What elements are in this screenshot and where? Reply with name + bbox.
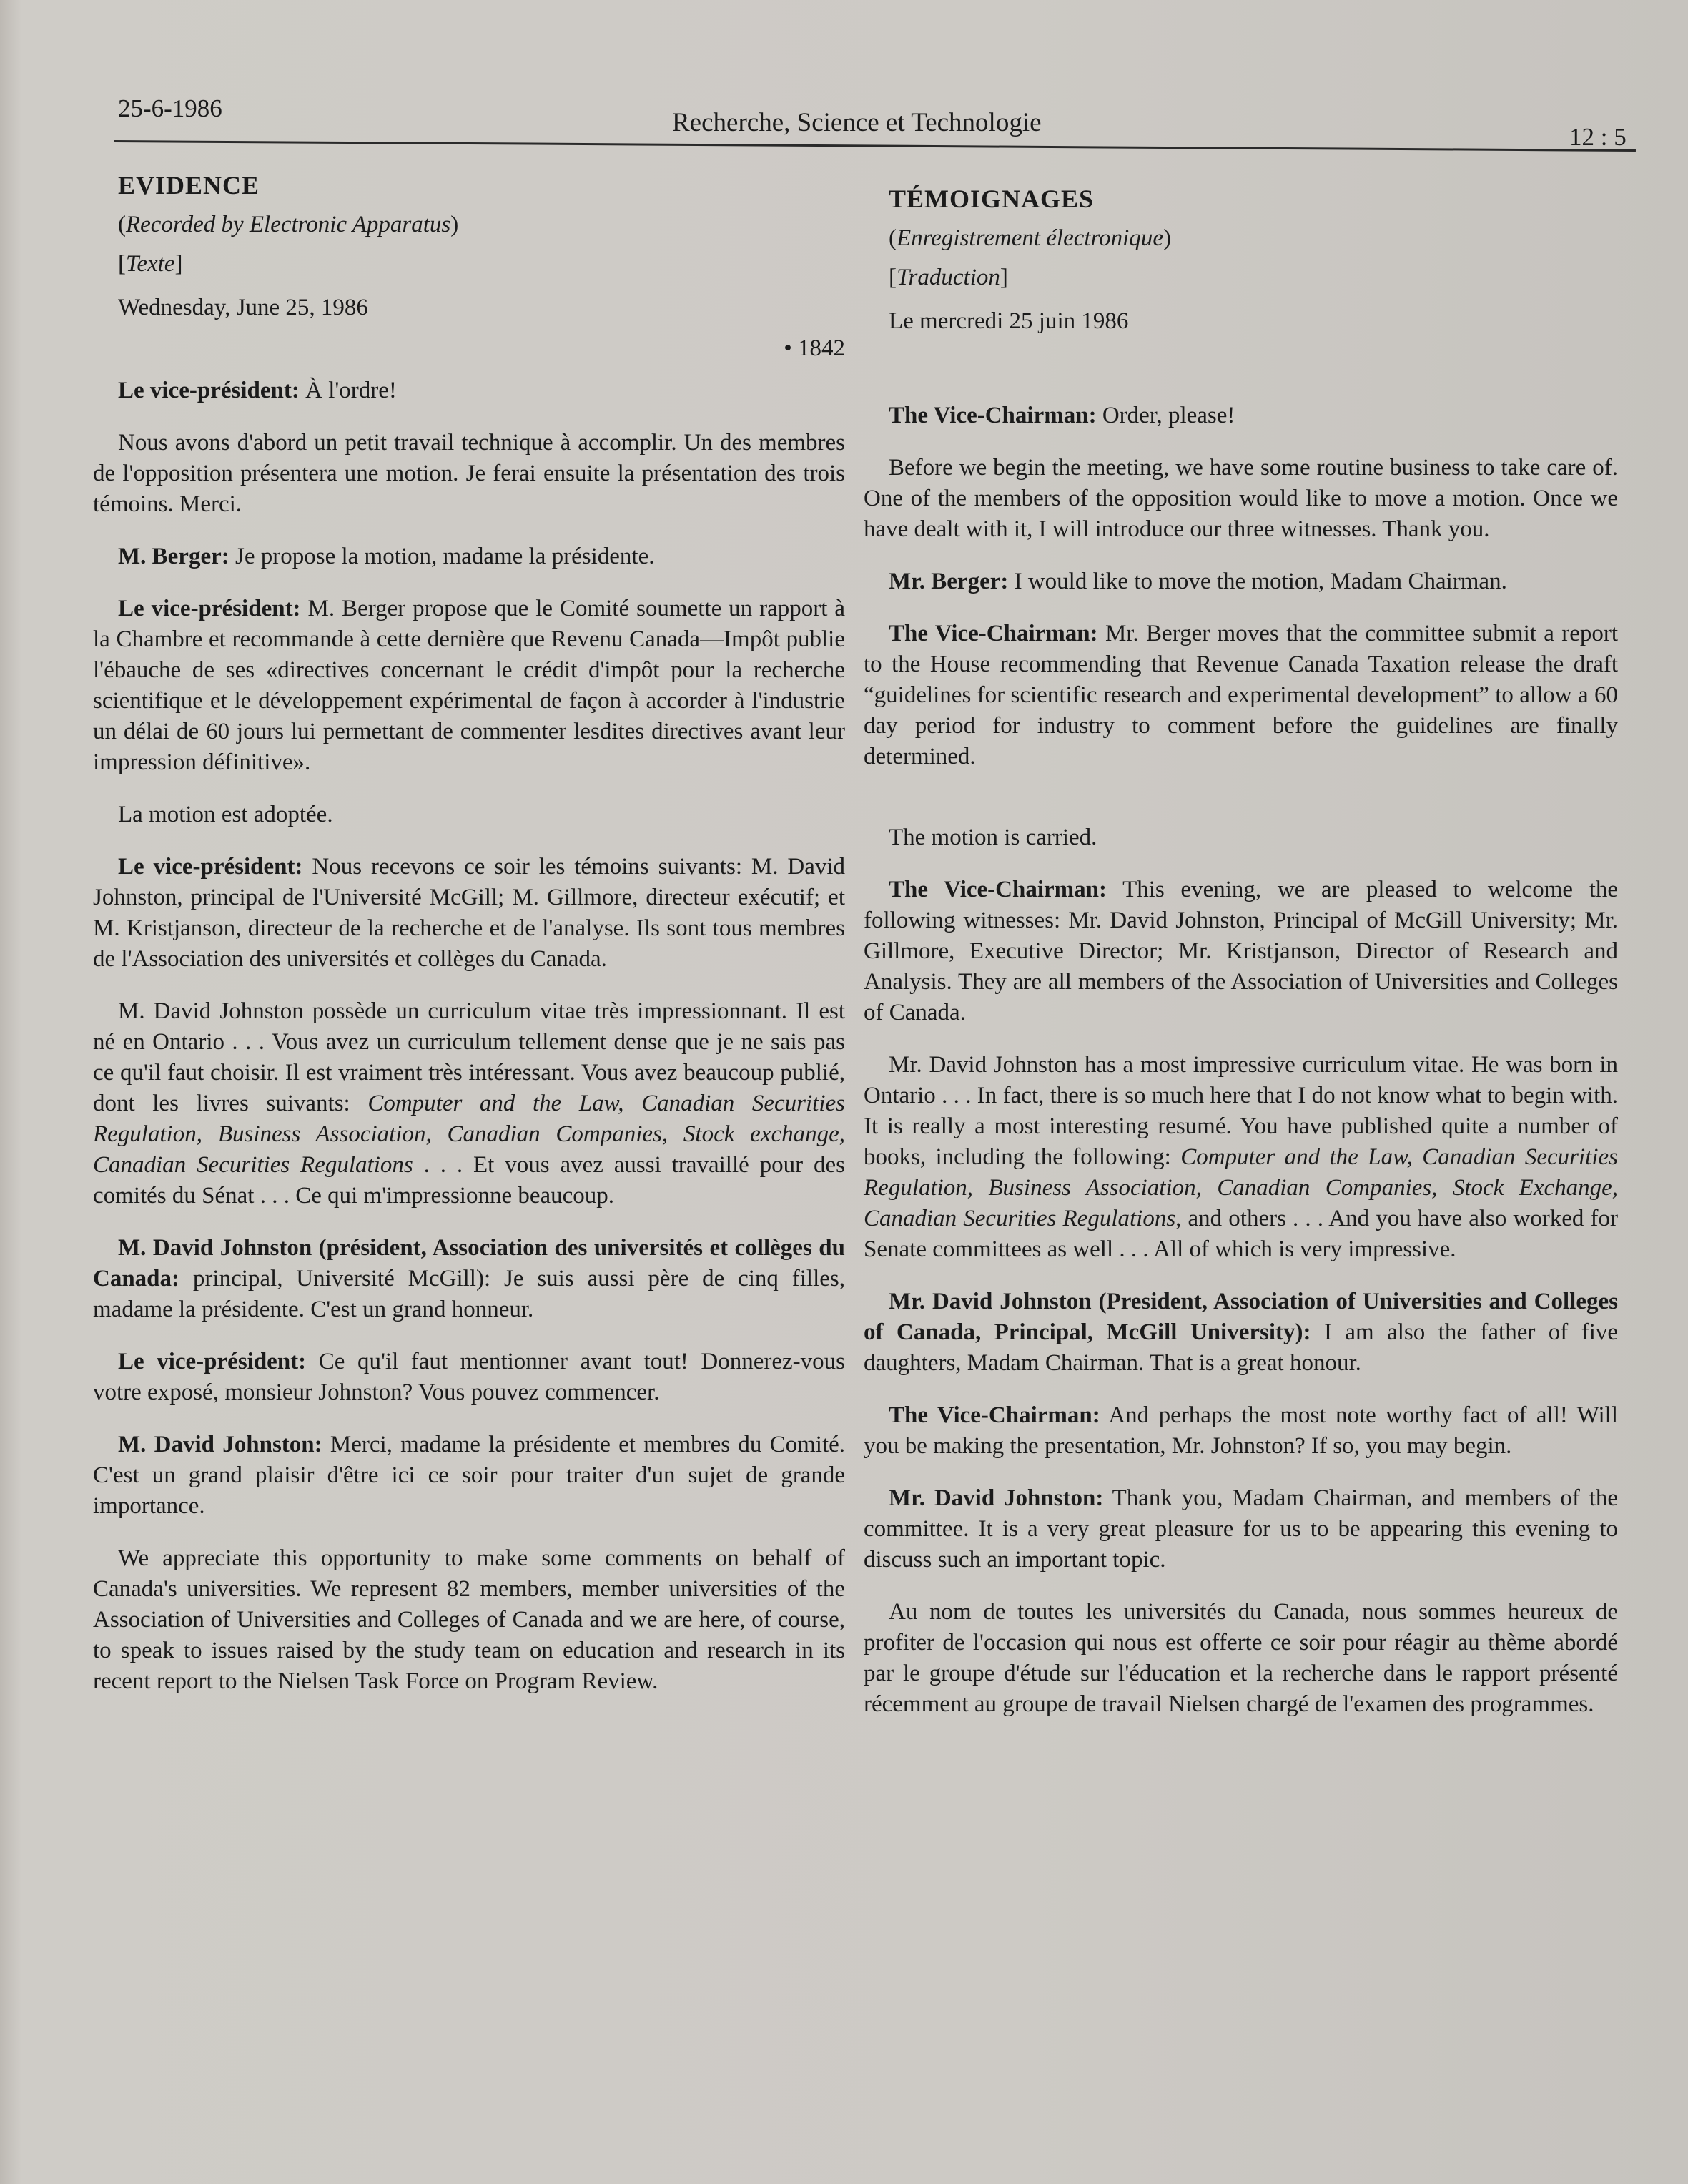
header-date: 25-6-1986 <box>118 94 222 122</box>
left-paragraph-8: M. David Johnston (président, Association des universités et collèges du Canada: principal, Université McGill): Je suis aussi père de cinq filles, madame la présidente. C'est un grand honneur. <box>93 1235 846 1322</box>
right-paragraph-11: Au nom de toutes les universités du Canada, nous sommes heureux de profiter de l'occasion qui nous est offerte ce soir pour réagir au thème abordé par le groupe d'étude sur l'éducation et la recherche dans le rapport présenté récemment au groupe de travail Nielsen chargé de l'examen des programmes. <box>864 1599 1618 1717</box>
right-paragraph-4: The Vice-Chairman: Mr. Berger moves that the committee submit a report to the House recommending that Revenue Canada Taxation release the draft “guidelines for scientific research and experimental development” to allow a 60 day period for industry to comment before the guidelines are finally determined. <box>864 621 1618 769</box>
header-rule <box>114 140 1636 152</box>
header-title: Recherche, Science et Technologie <box>672 108 1042 137</box>
right-paragraph-10: Mr. David Johnston: Thank you, Madam Chairman, and members of the committee. It is a very great pleasure for us to be appearing this evening to discuss such an important topic. <box>864 1485 1619 1573</box>
left-column <box>93 163 845 1718</box>
left-paragraph-10: M. David Johnston: Merci, madame la présidente et membres du Comité. C'est un grand plaisir d'être ici ce soir pour traiter d'un sujet de grande importance. <box>93 1432 846 1519</box>
right-paragraph-9: The Vice-Chairman: And perhaps the most note worthy fact of all! Will you be making the presentation, Mr. Johnston? If so, you may begin. <box>864 1402 1619 1459</box>
left-subhead: (Recorded by Electronic Apparatus) <box>118 212 459 237</box>
right-paragraph-1: The Vice-Chairman: Order, please! <box>889 403 1235 428</box>
left-paragraph-6: Le vice-président: Nous recevons ce soir les témoins suivants: M. David Johnston, principal de l'Université McGill; M. Gillmore, directeur exécutif; et M. Kristjanson, directeur de la recherche et de l'analyse. Ils sont tous membres de l'Association des universités et collèges du Canada. <box>93 854 846 972</box>
left-paragraph-7: M. David Johnston possède un curriculum vitae très impressionnant. Il est né en Ontario . . . Vous avez un curriculum tellement dense que je ne sais pas ce qu'il faut choisir. Il est vraiment très intéressant. Vous avez beaucoup publié, dont les livres suivants: Computer and the Law, Canadian Securities Regulation, Business Association, Canadian Companies, Stock exchange, Canadian Securities Regulations . . . Et vous avez aussi travaillé pour des comités du Sénat . . . Ce qui m'impressionne beaucoup. <box>93 998 846 1209</box>
left-date: Wednesday, June 25, 1986 <box>118 295 368 320</box>
left-paragraph-2: Nous avons d'abord un petit travail technique à accomplir. Un des membres de l'opposition présentera une motion. Je ferai ensuite la présentation des trois témoins. Merci. <box>93 430 845 517</box>
left-heading: EVIDENCE <box>118 171 260 200</box>
right-paragraph-5: The motion is carried. <box>889 825 1097 850</box>
left-paragraph-3: M. Berger: Je propose la motion, madame la présidente. <box>118 543 655 569</box>
right-paragraph-2: Before we begin the meeting, we have some routine business to take care of. One of the members of the opposition would like to move a motion. Once we have dealt with it, I will introduce our three witnesses. Thank you. <box>864 455 1618 542</box>
spacer <box>864 794 1618 822</box>
left-paragraph-4: Le vice-président: M. Berger propose que le Comité soumette un rapport à la Chambre et recommande à cette dernière que Revenu Canada—Impôt publie l'ébauche de ses «directives concernant le crédit d'impôt pour la recherche scientifique et le développement expérimental de façon à accorder à l'industrie un délai de 60 jours lui permettant de commenter lesdites directives avant leur impression définitive». <box>93 596 845 775</box>
left-paragraph-5: La motion est adoptée. <box>118 802 333 827</box>
right-date: Le mercredi 25 juin 1986 <box>889 308 1129 334</box>
right-paragraph-7: Mr. David Johnston has a most impressive curriculum vitae. He was born in Ontario . . . In fact, there is so much here that I do not know what to begin with. It is really a most interesting resumé. You have published quite a number of books, including the following: Computer and the Law, Canadian Securities Regulation, Business Association, Canadian Companies, Stock Exchange, Canadian Securities Regulations, and others . . . And you have also worked for Senate committees as well . . . All of which is very impressive. <box>864 1052 1619 1262</box>
header-page-number: 12 : 5 <box>1569 123 1627 151</box>
right-subhead: (Enregistrement électronique) <box>889 225 1171 251</box>
left-tag: [Texte] <box>118 251 183 277</box>
spacer <box>864 347 1618 400</box>
right-paragraph-3: Mr. Berger: I would like to move the motion, Madam Chairman. <box>889 569 1507 594</box>
right-tag: [Traduction] <box>889 265 1008 290</box>
left-paragraph-1: Le vice-président: À l'ordre! <box>118 378 397 403</box>
right-paragraph-6: The Vice-Chairman: This evening, we are pleased to welcome the following witnesses: Mr. David Johnston, Principal of McGill University; Mr. Gillmore, Executive Director; Mr. Kristjanson, Director of Research and Analysis. They are all members of the Association of Universities and Colleges of Canada. <box>864 877 1619 1025</box>
left-paragraph-9: Le vice-président: Ce qu'il faut mentionner avant tout! Donnerez-vous votre exposé, monsieur Johnston? Vous pouvez commencer. <box>93 1349 846 1405</box>
right-heading: TÉMOIGNAGES <box>889 185 1095 213</box>
right-paragraph-8: Mr. David Johnston (President, Association of Universities and Colleges of Canada, Principal, McGill University): I am also the father of five daughters, Madam Chairman. That is a great honour. <box>864 1289 1619 1376</box>
right-column <box>864 177 1618 1741</box>
left-timestamp: • 1842 <box>784 335 845 361</box>
left-paragraph-11: We appreciate this opportunity to make some comments on behalf of Canada's universities. We represent 82 members, member universities of the Association of Universities and Colleges of Canada and we are here, of course, to speak to issues raised by the study team on education and research in its recent report to the Nielsen Task Force on Program Review. <box>93 1545 845 1694</box>
